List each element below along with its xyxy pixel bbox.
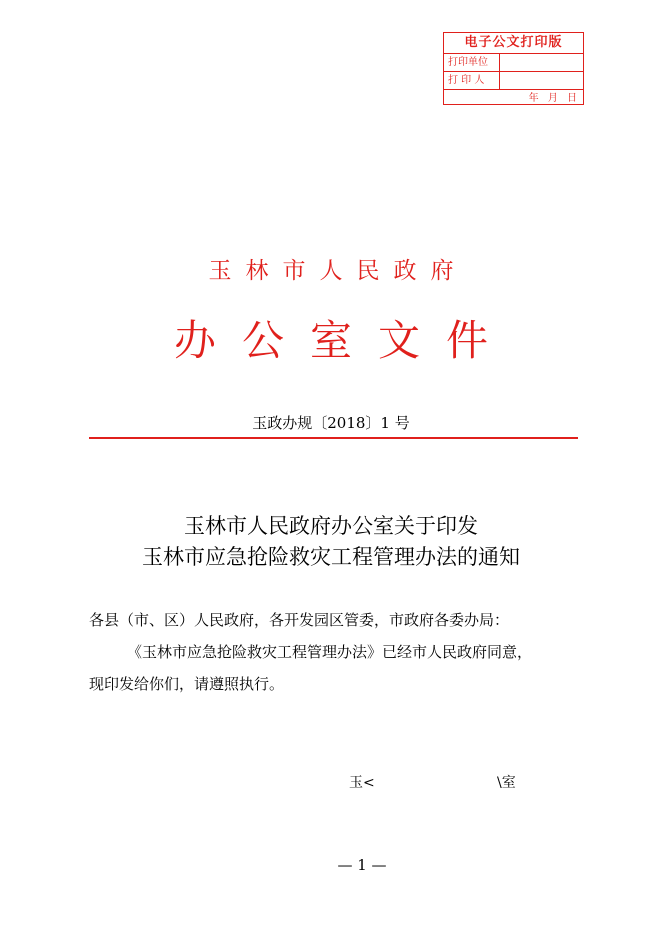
stamp-printer-label: 打 印 人 bbox=[444, 72, 500, 89]
stamp-title: 电子公文打印版 bbox=[444, 33, 583, 54]
notice-title-line-1: 玉林市人民政府办公室关于印发 bbox=[184, 514, 478, 538]
addressee-line: 各县（市、区）人民政府，各开发园区管委，市政府各委办局： bbox=[89, 611, 510, 629]
document-number: 玉政办规〔2018〕1 号 bbox=[252, 414, 410, 432]
issuing-org-line: 玉林市人民政府 bbox=[208, 258, 468, 284]
body-paragraph-line-2: 现印发给你们，请遵照执行。 bbox=[89, 675, 285, 693]
document-header-title: 办公室文件 bbox=[173, 316, 514, 365]
stamp-unit-label: 打印单位 bbox=[444, 54, 500, 71]
stamp-row-printer bbox=[444, 72, 583, 90]
print-stamp-box bbox=[443, 32, 584, 105]
stamp-date-label: 年 月 日 bbox=[528, 93, 577, 104]
red-separator-line bbox=[89, 437, 578, 439]
signature-fragment-left: 玉< bbox=[349, 775, 375, 791]
notice-title-line-2: 玉林市应急抢险救灾工程管理办法的通知 bbox=[142, 545, 520, 569]
page-number: — 1 — bbox=[337, 856, 387, 874]
stamp-row-date bbox=[444, 90, 583, 107]
body-paragraph-line-1: 《玉林市应急抢险救灾工程管理办法》已经市人民政府同意， bbox=[127, 643, 533, 661]
stamp-row-unit bbox=[444, 54, 583, 72]
signature-fragment-right: \室 bbox=[497, 775, 516, 791]
